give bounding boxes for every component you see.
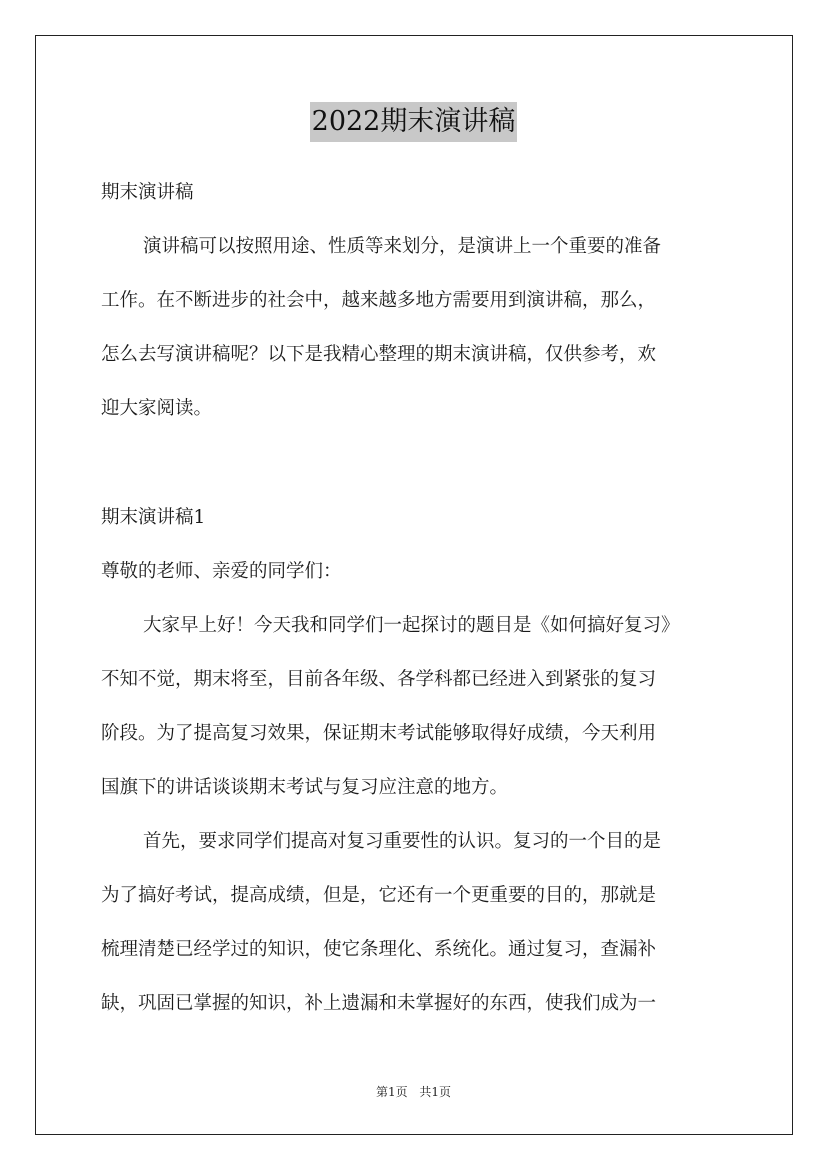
paragraph-line: 缺，巩固已掌握的知识，补上遗漏和未掌握好的东西，使我们成为一 [101,993,657,1014]
paragraph-line: 演讲稿可以按照用途、性质等来划分，是演讲上一个重要的准备 [143,236,662,257]
paragraph-line: 为了搞好考试，提高成绩，但是，它还有一个更重要的目的，那就是 [101,885,657,906]
salutation-line: 尊敬的老师、亲爱的同学们： [101,561,342,582]
paragraph-line: 阶段。为了提高复习效果，保证期末考试能够取得好成绩，今天利用 [101,723,657,744]
paragraph-line: 大家早上好！今天我和同学们一起探讨的题目是《如何搞好复习》 [143,615,680,636]
paragraph-line: 工作。在不断进步的社会中，越来越多地方需要用到演讲稿，那么， [101,290,657,311]
paragraph-line: 梳理清楚已经学过的知识，使它条理化、系统化。通过复习，查漏补 [101,939,657,960]
total-pages: 共1页 [419,1085,452,1099]
paragraph-line: 迎大家阅读。 [101,398,213,419]
page-number: 第1页 [375,1085,408,1099]
paragraph-line: 怎么去写演讲稿呢？以下是我精心整理的期末演讲稿，仅供参考，欢 [101,344,657,365]
paragraph-line: 不知不觉，期末将至，目前各年级、各学科都已经进入到紧张的复习 [101,669,657,690]
document-title: 2022期末演讲稿 [310,102,518,142]
title-container [0,102,827,142]
section-heading: 期末演讲稿 [101,182,194,203]
paragraph-line: 国旗下的讲话谈谈期末考试与复习应注意的地方。 [101,777,509,798]
page-footer [0,1083,827,1101]
section-heading: 期末演讲稿1 [101,507,206,528]
paragraph-line: 首先，要求同学们提高对复习重要性的认识。复习的一个目的是 [143,831,662,852]
